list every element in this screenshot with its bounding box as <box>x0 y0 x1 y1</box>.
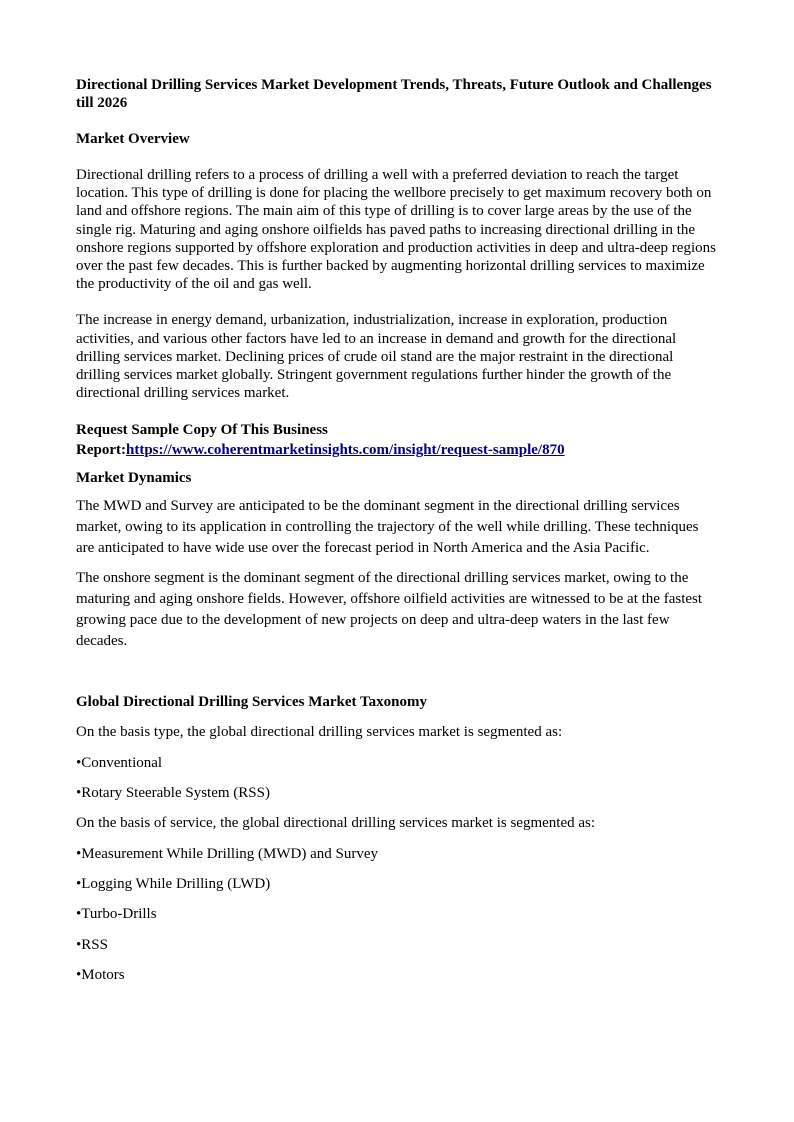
list-item: •Conventional <box>76 754 163 771</box>
list-item: •RSS <box>76 936 108 953</box>
request-sample-label: Request Sample Copy Of This Business Report: <box>76 422 328 459</box>
service-intro: On the basis of service, the global directional drilling services market is segmented as: <box>76 815 596 832</box>
list-item: •Rotary Steerable System (RSS) <box>76 785 270 802</box>
type-intro: On the basis type, the global directional drilling services market is segmented as: <box>76 724 563 741</box>
market-overview-heading: Market Overview <box>76 131 190 147</box>
overview-paragraph-2: The increase in energy demand, urbanization, industrialization, increase in exploration, production activities, and various other factors have led to an increase in demand and growth for the directional drilling services market. Declining prices of crude oil stand are the major restraint in the directional drilling services market globally. Stringent government regulations further hinder the growth of the directional drilling services market. <box>76 312 677 402</box>
dynamics-paragraph-2: The onshore segment is the dominant segment of the directional drilling services market, owing to the maturing and aging onshore fields. However, offshore oilfield activities are witnessed to be at the fastest growing pace due to the development of new projects on deep and ultra-deep waters in the last few decades. <box>76 570 703 650</box>
taxonomy-heading: Global Directional Drilling Services Market Taxonomy <box>76 694 427 711</box>
document-title: Directional Drilling Services Market Development Trends, Threats, Future Outlook and Challenges till 2026 <box>76 77 712 111</box>
list-item: •Logging While Drilling (LWD) <box>76 875 271 892</box>
market-dynamics-heading: Market Dynamics <box>76 470 192 487</box>
dynamics-paragraph-1: The MWD and Survey are anticipated to be the dominant segment in the directional drilling services market, owing to its application in controlling the trajectory of the well while drilling. These techniques are anticipated to have wide use over the forecast period in North America and the Asia Pacific. <box>76 498 699 557</box>
list-item: •Motors <box>76 966 125 983</box>
overview-paragraph-1: Directional drilling refers to a process of drilling a well with a preferred deviation to reach the target location. This type of drilling is done for placing the wellbore precisely to get maximum recovery both on land and offshore regions. The main aim of this type of drilling is to cover large areas by the use of the single rig. Maturing and aging onshore oilfields has paved paths to increasing directional drilling in the onshore regions supported by offshore exploration and production activities in deep and ultra-deep regions over the past few decades. This is further backed by augmenting horizontal drilling services to maximize the productivity of the oil and gas well. <box>76 167 716 293</box>
request-sample-line <box>76 420 718 460</box>
list-item: •Measurement While Drilling (MWD) and Survey <box>76 845 378 862</box>
request-sample-link[interactable]: https://www.coherentmarketinsights.com/insight/request-sample/870 <box>125 442 565 459</box>
list-item: •Turbo-Drills <box>76 906 157 923</box>
